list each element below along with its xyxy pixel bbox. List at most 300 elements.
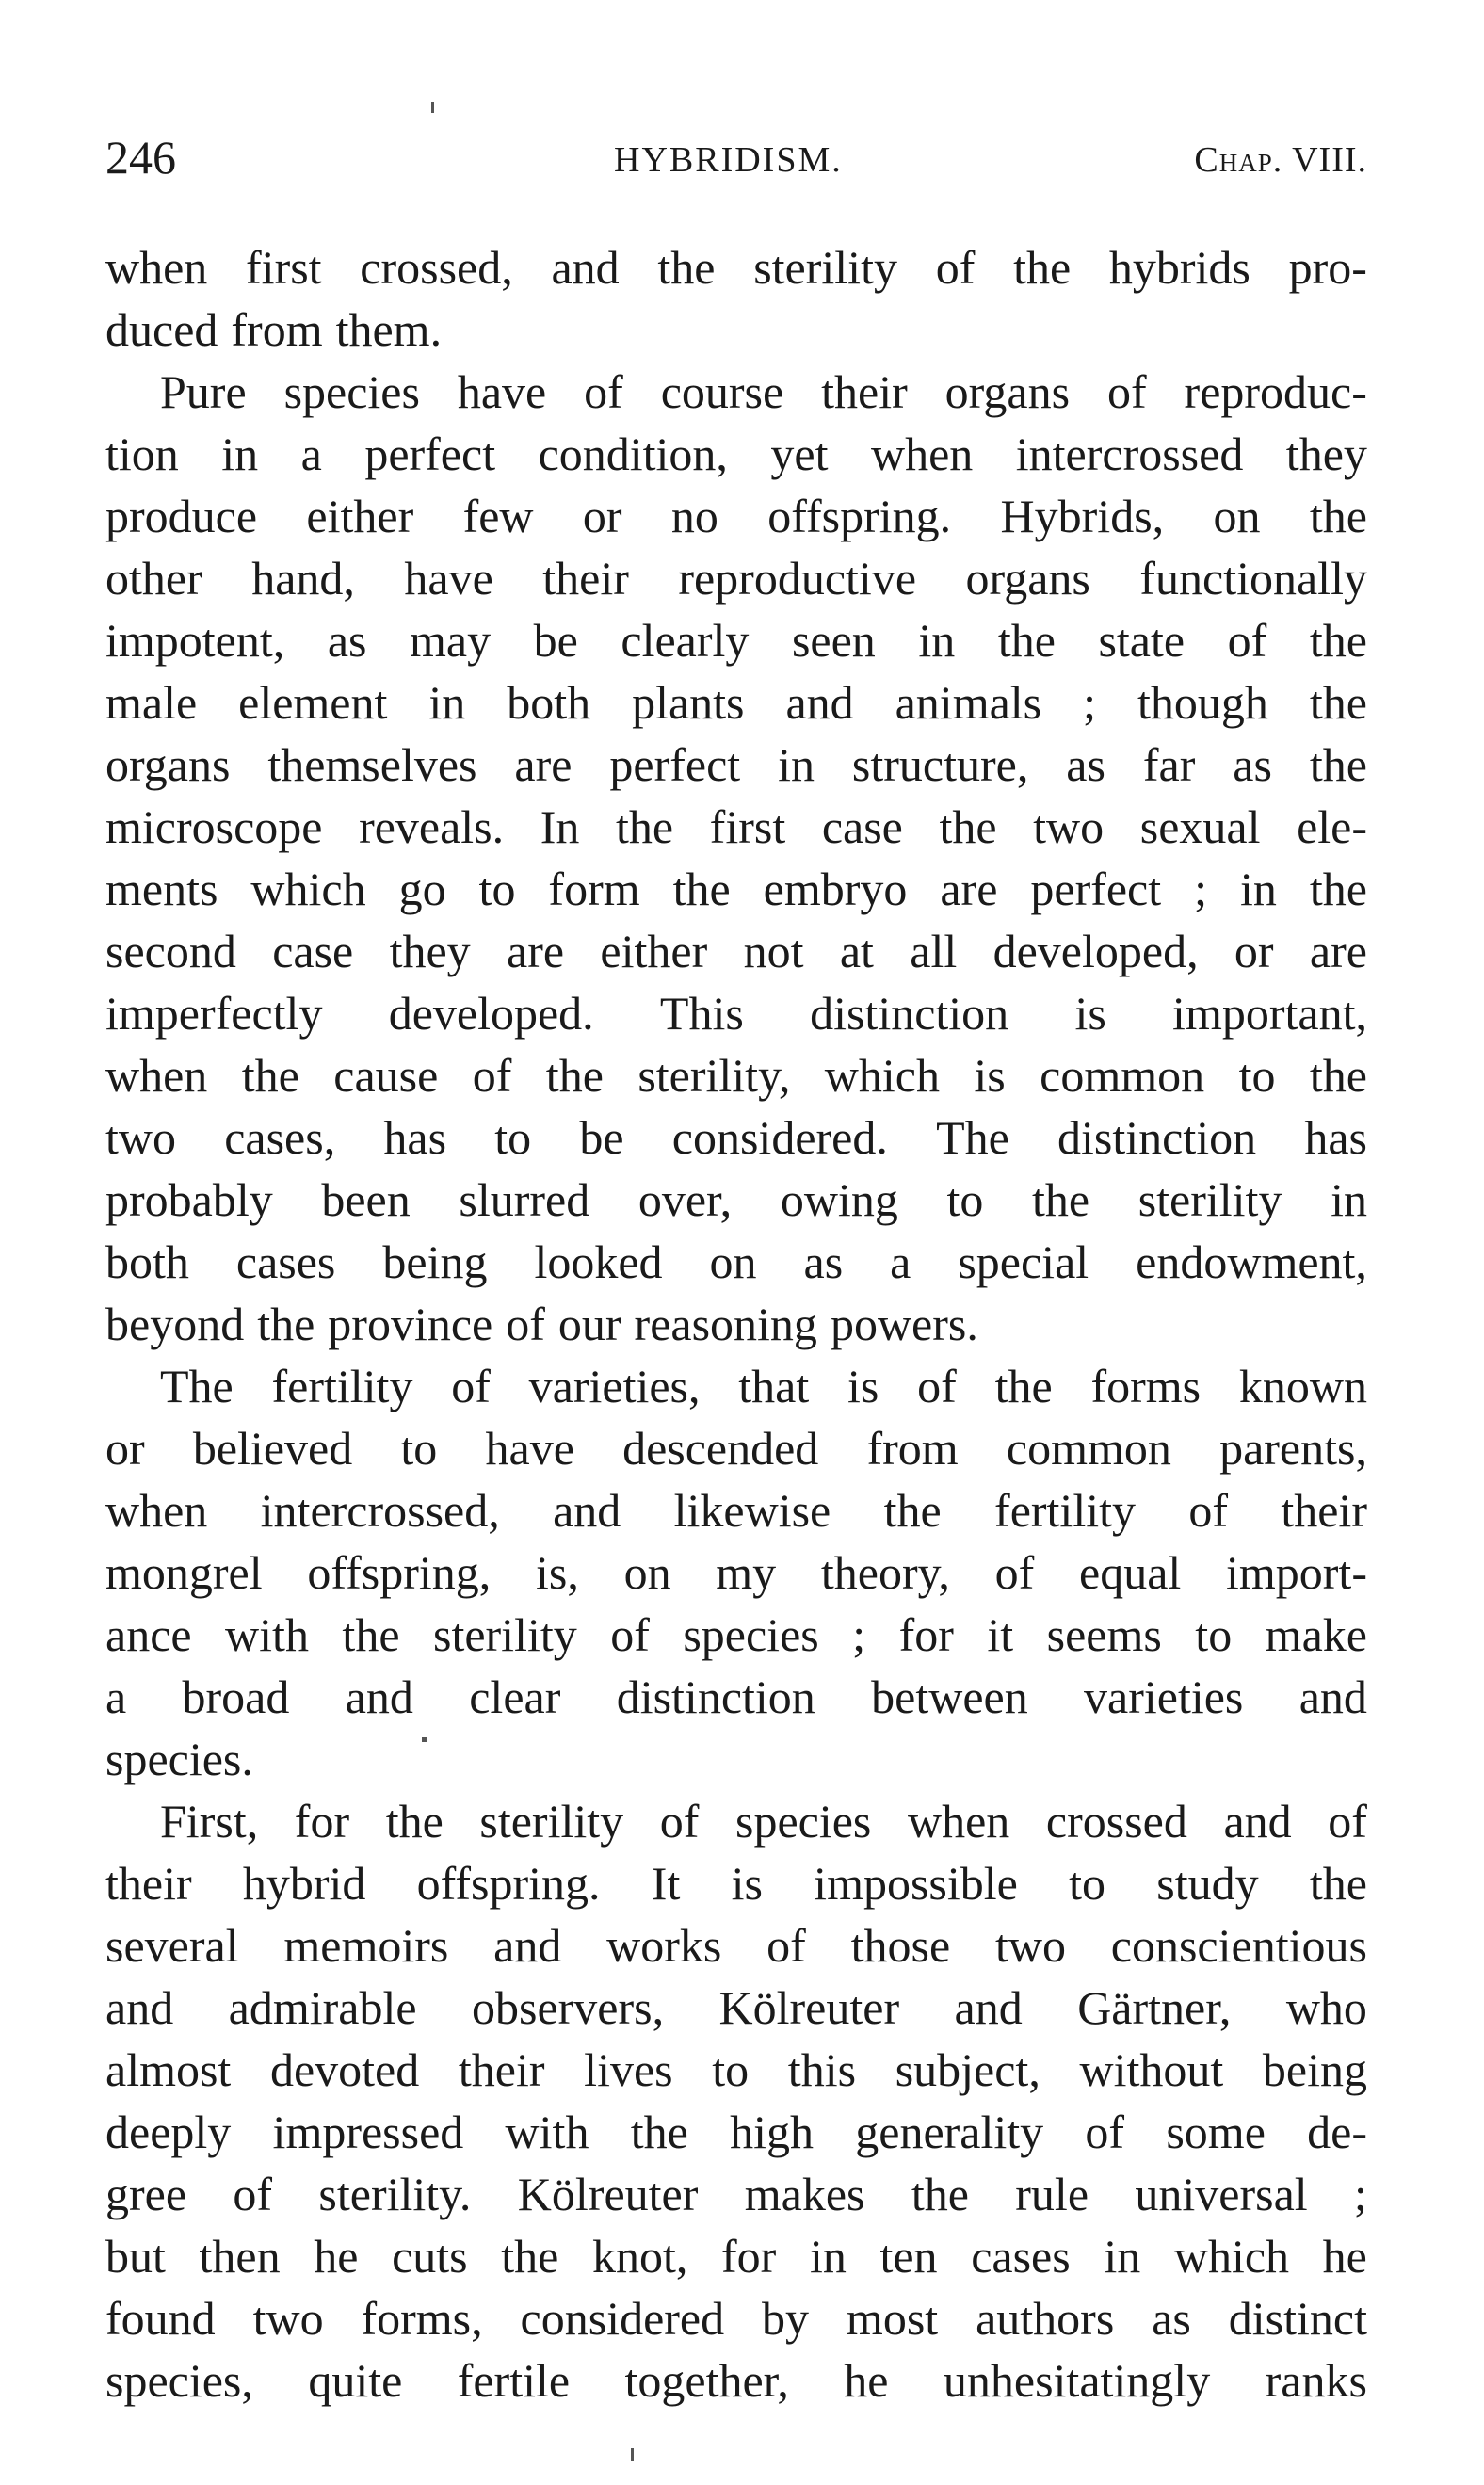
word: structure, — [851, 738, 1029, 791]
word: intercrossed — [1015, 428, 1244, 480]
text-line — [105, 920, 1367, 982]
word: is — [731, 1857, 763, 1910]
word: two — [994, 1919, 1066, 1972]
word: from — [231, 303, 323, 356]
word: their — [458, 2043, 545, 2096]
word: to — [400, 1422, 438, 1475]
word: of — [1085, 2106, 1125, 2158]
word: the — [939, 800, 997, 853]
word: observers, — [471, 1981, 665, 2034]
word: unhesitatingly — [943, 2354, 1211, 2407]
word: authors — [976, 2292, 1115, 2345]
word: in — [778, 738, 815, 791]
word: distinction — [616, 1670, 815, 1723]
word: the — [657, 241, 716, 294]
word: ; — [1083, 676, 1096, 729]
word: has — [1304, 1111, 1367, 1164]
word: not — [743, 925, 804, 977]
word: the — [672, 863, 731, 915]
word: The — [160, 1360, 234, 1412]
word: form — [548, 863, 640, 915]
text-line — [105, 2039, 1367, 2101]
text-line — [105, 671, 1367, 734]
word: that — [738, 1360, 810, 1412]
word: most — [846, 2292, 939, 2345]
word: developed. — [388, 987, 594, 1040]
word: to — [1069, 1857, 1105, 1910]
running-title: HYBRIDISM. — [614, 140, 843, 180]
word: fertility — [271, 1360, 413, 1412]
word: being — [1262, 2043, 1367, 2096]
word: which — [824, 1049, 940, 1102]
word: both — [507, 676, 591, 729]
word: yet — [770, 428, 829, 480]
word: the — [630, 2106, 688, 2158]
word: from — [866, 1422, 959, 1475]
word: as — [803, 1235, 844, 1288]
word: the — [501, 2230, 559, 2283]
word: universal — [1135, 2168, 1308, 2220]
text-line — [105, 1852, 1367, 1914]
word: ments — [105, 863, 218, 915]
word: the — [385, 1795, 444, 1848]
word: our — [557, 1298, 621, 1350]
word: without — [1079, 2043, 1224, 2096]
word: them. — [335, 303, 443, 356]
word: who — [1285, 1981, 1367, 2034]
word: first — [246, 241, 322, 294]
word: course — [660, 365, 784, 418]
word: on — [623, 1546, 671, 1599]
word: First, — [160, 1795, 259, 1848]
word: and — [493, 1919, 562, 1972]
word: of — [766, 1919, 806, 1972]
word: microscope — [105, 800, 323, 853]
text-line — [105, 485, 1367, 547]
word: for — [294, 1795, 350, 1848]
word: is — [847, 1360, 879, 1412]
word: may — [410, 614, 492, 667]
word: almost — [105, 2043, 232, 2096]
word: of — [610, 1608, 650, 1661]
word: of — [1227, 614, 1267, 667]
word: either — [600, 925, 708, 977]
text-line — [105, 1355, 1367, 1417]
word: case — [821, 800, 903, 853]
word: the — [1309, 676, 1367, 729]
word: when — [105, 1484, 208, 1537]
word: this — [787, 2043, 857, 2096]
word: developed, — [992, 925, 1199, 977]
word: go — [398, 863, 446, 915]
text-line — [105, 1604, 1367, 1666]
text-line — [105, 2163, 1367, 2225]
word: condition, — [538, 428, 728, 480]
word: offspring. — [416, 1857, 601, 1910]
word: have — [457, 365, 547, 418]
word: Kölreuter — [517, 2168, 699, 2220]
word: other — [105, 552, 202, 605]
text-line — [105, 361, 1367, 423]
word: male — [105, 676, 198, 729]
word: of — [1328, 1795, 1367, 1848]
word: known — [1238, 1360, 1367, 1412]
text-line — [105, 2287, 1367, 2349]
print-speck — [631, 2448, 634, 2461]
word: descended — [622, 1422, 819, 1475]
word: crossed — [1045, 1795, 1187, 1848]
word: species — [683, 1608, 819, 1661]
word: sterility. — [318, 2168, 472, 2220]
word: are — [507, 925, 565, 977]
word: perfect — [1030, 863, 1162, 915]
text-line — [105, 423, 1367, 485]
text-line — [105, 2225, 1367, 2287]
word: likewise — [673, 1484, 831, 1537]
word: varieties — [1084, 1670, 1244, 1723]
word: impossible — [814, 1857, 1018, 1910]
word: with — [225, 1608, 309, 1661]
word: when — [105, 1049, 208, 1102]
word: works — [606, 1919, 722, 1972]
word: which — [250, 863, 366, 915]
word: a — [890, 1235, 911, 1288]
word: be — [579, 1111, 624, 1164]
word: of — [472, 1049, 512, 1102]
word: the — [1309, 1857, 1367, 1910]
text-line — [105, 299, 1367, 361]
word: The — [936, 1111, 1009, 1164]
word: two — [1033, 800, 1105, 853]
word: their — [105, 1857, 192, 1910]
word: the — [342, 1608, 400, 1661]
word: in — [221, 428, 259, 480]
text-line — [105, 1479, 1367, 1541]
word: of — [1106, 365, 1147, 418]
word: and — [553, 1484, 621, 1537]
word: animals — [895, 676, 1042, 729]
word: make — [1265, 1608, 1367, 1661]
word: theory, — [820, 1546, 950, 1599]
text-line — [105, 2349, 1367, 2412]
word: the — [1013, 241, 1072, 294]
word: devoted — [269, 2043, 420, 2096]
word: perfect — [364, 428, 496, 480]
word: either — [306, 490, 414, 542]
word: ance — [105, 1608, 192, 1661]
word: state — [1098, 614, 1186, 667]
word: broad — [182, 1670, 290, 1723]
word: cause — [333, 1049, 439, 1102]
word: seems — [1046, 1608, 1162, 1661]
word: he — [1322, 2230, 1367, 2283]
word: of — [506, 1298, 545, 1350]
word: common — [1040, 1049, 1205, 1102]
word: of — [233, 2168, 273, 2220]
word: sterility — [479, 1795, 624, 1848]
word: clear — [469, 1670, 561, 1723]
print-speck — [422, 1737, 427, 1742]
word: on — [1213, 490, 1261, 542]
word: cases — [971, 2230, 1071, 2283]
word: have — [485, 1422, 574, 1475]
word: varieties, — [528, 1360, 701, 1412]
word: fertile — [457, 2354, 571, 2407]
word: on — [709, 1235, 757, 1288]
word: sterility — [1137, 1173, 1282, 1226]
word: Gärtner, — [1077, 1981, 1232, 2034]
word: owing — [780, 1173, 898, 1226]
word: hybrids — [1108, 241, 1250, 294]
word: over, — [637, 1173, 733, 1226]
word: generality — [855, 2106, 1044, 2158]
word: high — [730, 2106, 814, 2158]
word: first — [709, 800, 786, 853]
word: Pure — [160, 365, 247, 418]
word: conscientious — [1110, 1919, 1367, 1972]
text-line — [105, 858, 1367, 920]
word: they — [389, 925, 471, 977]
word: as — [1233, 738, 1272, 791]
word: impressed — [272, 2106, 464, 2158]
word: makes — [744, 2168, 865, 2220]
word: they — [1285, 428, 1367, 480]
word: is — [1074, 987, 1106, 1040]
word: study — [1156, 1857, 1259, 1910]
text-line — [105, 1728, 1367, 1790]
word: then — [199, 2230, 281, 2283]
word: ; — [852, 1608, 866, 1661]
word: pro- — [1288, 241, 1367, 294]
word: offspring. — [767, 490, 952, 542]
word: a — [300, 428, 322, 480]
text-line — [105, 1293, 1367, 1355]
word: with — [505, 2106, 589, 2158]
word: forms — [1090, 1360, 1202, 1412]
word: for — [898, 1608, 954, 1661]
text-line — [105, 1231, 1367, 1293]
word: when — [870, 428, 974, 480]
word: of — [584, 365, 623, 418]
word: is — [974, 1049, 1006, 1102]
word: themselves — [267, 738, 477, 791]
word: common — [1006, 1422, 1171, 1475]
word: looked — [534, 1235, 663, 1288]
word: in — [1240, 863, 1277, 915]
word: found — [105, 2292, 216, 2345]
word: clearly — [621, 614, 750, 667]
word: a — [105, 1670, 127, 1723]
word: he — [314, 2230, 359, 2283]
word: equal — [1079, 1546, 1182, 1599]
word: reasoning — [634, 1298, 817, 1350]
page-number: 246 — [105, 131, 176, 184]
word: in — [1104, 2230, 1141, 2283]
word: far — [1142, 738, 1196, 791]
body-text — [105, 236, 1367, 2412]
text-line — [105, 1914, 1367, 1977]
word: in — [1331, 1173, 1367, 1226]
word: hybrid — [242, 1857, 366, 1910]
word: mongrel — [105, 1546, 263, 1599]
text-line — [105, 2101, 1367, 2163]
word: and — [954, 1981, 1023, 2034]
word: are — [514, 738, 573, 791]
word: in — [428, 676, 466, 729]
word: species. — [105, 1733, 253, 1785]
word: when — [105, 241, 208, 294]
word: some — [1166, 2106, 1266, 2158]
word: for — [721, 2230, 777, 2283]
word: Hybrids, — [1000, 490, 1165, 542]
word: the — [545, 1049, 604, 1102]
word: lives — [584, 2043, 673, 2096]
word: and — [345, 1670, 413, 1723]
word: It — [651, 1857, 681, 1910]
word: subject, — [895, 2043, 1040, 2096]
word: special — [958, 1235, 1089, 1288]
word: distinction — [810, 987, 1009, 1040]
word: the — [257, 1298, 315, 1350]
word: ; — [1354, 2168, 1367, 2220]
word: duced — [105, 303, 218, 356]
word: though — [1137, 676, 1268, 729]
word: fertility — [994, 1484, 1136, 1537]
word: between — [871, 1670, 1028, 1723]
word: the — [911, 2168, 969, 2220]
text-line — [105, 1417, 1367, 1479]
word: admirable — [228, 1981, 417, 2034]
text-line — [105, 1541, 1367, 1604]
word: cases, — [224, 1111, 336, 1164]
word: the — [1309, 738, 1367, 791]
word: or — [105, 1422, 145, 1475]
word: the — [241, 1049, 299, 1102]
word: in — [809, 2230, 847, 2283]
word: it — [987, 1608, 1014, 1661]
word: their — [542, 552, 629, 605]
word: organs — [965, 552, 1090, 605]
word: Kölreuter — [718, 1981, 900, 2034]
word: seen — [791, 614, 876, 667]
word: together, — [624, 2354, 789, 2407]
text-line — [105, 1106, 1367, 1169]
word: impotent, — [105, 614, 285, 667]
word: embryo — [763, 863, 908, 915]
word: the — [883, 1484, 942, 1537]
word: considered. — [671, 1111, 888, 1164]
word: produce — [105, 490, 258, 542]
word: organs — [944, 365, 1071, 418]
word: knot, — [591, 2230, 688, 2283]
text-line — [105, 982, 1367, 1044]
word: no — [670, 490, 718, 542]
word: of — [451, 1360, 491, 1412]
word: all — [910, 925, 958, 977]
word: imperfectly — [105, 987, 323, 1040]
word: has — [383, 1111, 447, 1164]
word: their — [821, 365, 908, 418]
word: to — [478, 863, 516, 915]
word: organs — [105, 738, 231, 791]
word: both — [105, 1235, 189, 1288]
text-line — [105, 609, 1367, 671]
word: memoirs — [283, 1919, 449, 1972]
word: rule — [1015, 2168, 1089, 2220]
word: ele- — [1297, 800, 1367, 853]
word: ranks — [1265, 2354, 1367, 2407]
word: sterility — [753, 241, 897, 294]
word: the — [994, 1360, 1053, 1412]
word: are — [940, 863, 998, 915]
text-line — [105, 1977, 1367, 2039]
word: forms, — [361, 2292, 483, 2345]
word: be — [533, 614, 578, 667]
word: to — [1238, 1049, 1276, 1102]
word: the — [1309, 863, 1367, 915]
word: but — [105, 2230, 166, 2283]
word: two — [252, 2292, 324, 2345]
word: second — [105, 925, 236, 977]
word: have — [404, 552, 493, 605]
word: when — [907, 1795, 1010, 1848]
word: hand, — [251, 552, 355, 605]
word: plants — [632, 676, 745, 729]
word: important, — [1172, 987, 1367, 1040]
word: in — [918, 614, 956, 667]
word: ten — [879, 2230, 938, 2283]
word: of — [994, 1546, 1035, 1599]
text-line — [105, 1790, 1367, 1852]
word: powers. — [830, 1298, 978, 1350]
word: or — [1234, 925, 1274, 977]
word: the — [1309, 490, 1367, 542]
word: species — [735, 1795, 872, 1848]
word: believed — [192, 1422, 353, 1475]
word: to — [712, 2043, 750, 2096]
word: are — [1309, 925, 1367, 977]
word: slurred — [459, 1173, 590, 1226]
word: distinct — [1228, 2292, 1367, 2345]
word: reproductive — [678, 552, 917, 605]
word: few — [462, 490, 534, 542]
word: as — [1066, 738, 1105, 791]
word: of — [917, 1360, 957, 1412]
word: or — [582, 490, 622, 542]
word: and — [1298, 1670, 1367, 1723]
word: This — [659, 987, 744, 1040]
word: two — [105, 1111, 176, 1164]
word: deeply — [105, 2106, 232, 2158]
word: the — [615, 800, 674, 853]
word: province — [328, 1298, 493, 1350]
word: crossed, — [360, 241, 513, 294]
word: been — [321, 1173, 411, 1226]
word: and — [551, 241, 620, 294]
word: of — [659, 1795, 700, 1848]
word: cases — [235, 1235, 336, 1288]
word: which — [1173, 2230, 1290, 2283]
word: quite — [308, 2354, 403, 2407]
word: being — [382, 1235, 488, 1288]
word: and — [1223, 1795, 1292, 1848]
word: species, — [105, 2354, 253, 2407]
word: probably — [105, 1173, 273, 1226]
text-line — [105, 236, 1367, 299]
word: distinction — [1057, 1111, 1257, 1164]
word: parents, — [1219, 1422, 1367, 1475]
word: import- — [1226, 1546, 1367, 1599]
